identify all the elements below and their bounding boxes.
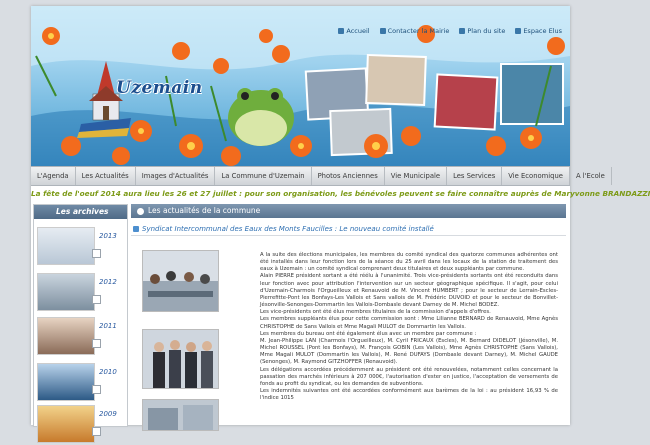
article-paragraph: Les membres suppléants élus pour cette commission sont : Mme Lilianne BERNARD de Renauvoid, Mme Agnès CHRISTOPHE de Sans Vallois et Mme Magali MULOT de Dommartin les Vallois. [260,316,558,330]
bullet-icon [137,208,144,215]
archive-year[interactable]: 2009 [99,410,117,418]
article-paragraph: A la suite des élections municipales, les membres du comité syndical des quatorze communes adhérentes ont été installés dans leur fonction lors de la séance du 25 avril dans les locaux de la station de traitement des eaux à Uzemain : un comité syndical comprenant deux titulaires et deux suppléants par commune. [260,252,558,273]
sitemap-icon [459,28,465,34]
article-photo[interactable] [142,250,219,312]
main-nav [31,166,605,186]
elected-space-link[interactable]: Espace Elus [515,27,562,35]
nav-item-services[interactable]: Les Services [447,167,502,185]
archive-thumbnail [37,317,95,355]
article-paragraph: Alain PIERRE président sortant a été réélu à l'unanimité. Trois vice-présidents sortants ont été reconduits dans leur fonction avec pour attribution l'intervention sur un secteur géographique spécifique. Il s'agit, pour celui d'Uzemain-Charmois l'Orgueilleux et Renauvoid de M. Vincent HUMBERT ; pour le secteur de Lerrain-Escles-Pierrefitte-Pont les Bonfays-Les Vallois et Sans vallois de M. Frédéric DUVOID et pour le secteur de Bonvillet-Jésonville-Senonges-Dommartin les Vallois-Dombasle devant Darney de M. Michel BODEZ. [260,273,558,309]
archive-checkbox[interactable] [92,385,101,394]
site-logo[interactable]: Uzemain [116,78,203,98]
archive-year[interactable]: 2011 [99,322,117,330]
nav-item-vie-municipale[interactable]: Vie Municipale [385,167,447,185]
nav-item-vie-economique[interactable]: Vie Economique [502,167,570,185]
article-photo[interactable] [142,329,219,389]
archive-thumbnail [37,363,95,401]
archive-year[interactable]: 2010 [99,368,117,376]
page [31,6,650,425]
group-photo [143,330,218,388]
article-paragraph: Les indemnités suivantes ont été accordées conformément aux barèmes de la loi : au président 16,93 % de l'indice 1015 [260,387,558,402]
nav-item-commune[interactable]: La Commune d'Uzemain [215,167,311,185]
main-content [131,204,566,425]
contact-link[interactable]: Contacter la Mairie [380,27,450,35]
section-header [131,204,566,218]
nav-item-images[interactable]: Images d'Actualités [136,167,216,185]
sitemap-link[interactable]: Plan du site [459,27,505,35]
user-icon [515,28,521,34]
home-icon [338,28,344,34]
archive-item[interactable] [37,273,124,313]
header-links [338,27,562,35]
archives-title: Les archives [34,205,127,219]
archive-year[interactable]: 2012 [99,278,117,286]
article-paragraph: M. Jean-Philippe LAN (Charmois l'Orgueilleux), M. Cyril FRICAUX (Escles), M. Bernard DIDELOT (Jésonville), M. Michel ROUSSEL (Pont les Bonfays), M. François GOBIN (Les Vallois), Mme Agnès CHRISTOPHE (Sans Vallois), Mme Magali MULOT (Dommartin les Vallois), M. René DUFAYS (Dombasle devant Darney), M. Michel GAUDE (Senonges), M. Raymond GITZHOFFER (Renauvoid). [260,337,558,366]
announcement: La fête de l'oeuf 2014 aura lieu les 26 et 27 juillet : pour son organisation, les bénévoles peuvent se faire connaître auprès de Maryvonne BRANDAZZI [31,189,650,198]
archive-checkbox[interactable] [92,427,101,436]
section-title: Les actualités de la commune [148,206,261,215]
home-link[interactable]: Accueil [338,27,369,35]
article-paragraph: Les membres du bureau ont été également élus avec un membre par commune : [260,330,477,337]
article-paragraph: Les délégations accordées précédemment au président ont été renouvelées, notamment celles concernant la passation des marchés inférieurs à 207 000€, l'autorisation d'ester en justice, l'acceptation de versements de fonds au profit du syndicat, ou les demandes de subventions. [260,366,558,387]
archive-item[interactable] [37,405,124,445]
meeting-photo [143,251,218,311]
nav-item-actualites[interactable]: Les Actualités [76,167,136,185]
header-banner [31,6,570,166]
nav-item-photos[interactable]: Photos Anciennes [312,167,385,185]
archive-item[interactable] [37,363,124,403]
archive-thumbnail [37,405,95,443]
article-icon [133,226,139,232]
mail-icon [380,28,386,34]
article-photo[interactable] [142,399,219,431]
facility-photo [143,400,218,430]
archive-thumbnail [37,227,95,265]
archive-checkbox[interactable] [92,339,101,348]
archive-checkbox[interactable] [92,249,101,258]
archives-sidebar [33,204,128,427]
article-title[interactable] [131,223,566,236]
archive-year[interactable]: 2013 [99,232,117,240]
archive-checkbox[interactable] [92,295,101,304]
archive-item[interactable] [37,227,124,267]
nav-item-agenda[interactable]: L'Agenda [31,167,76,185]
article-title-text[interactable]: Syndicat Intercommunal des Eaux des Monts Faucilles : Le nouveau comité installé [142,225,434,233]
archive-thumbnail [37,273,95,311]
article-body [260,252,558,402]
article-paragraph: Les vice-présidents ont été élus membres titulaires de la commission d'appels d'offres. [260,309,491,316]
archive-item[interactable] [37,317,124,357]
nav-item-ecole[interactable]: A l'Ecole [570,167,612,185]
